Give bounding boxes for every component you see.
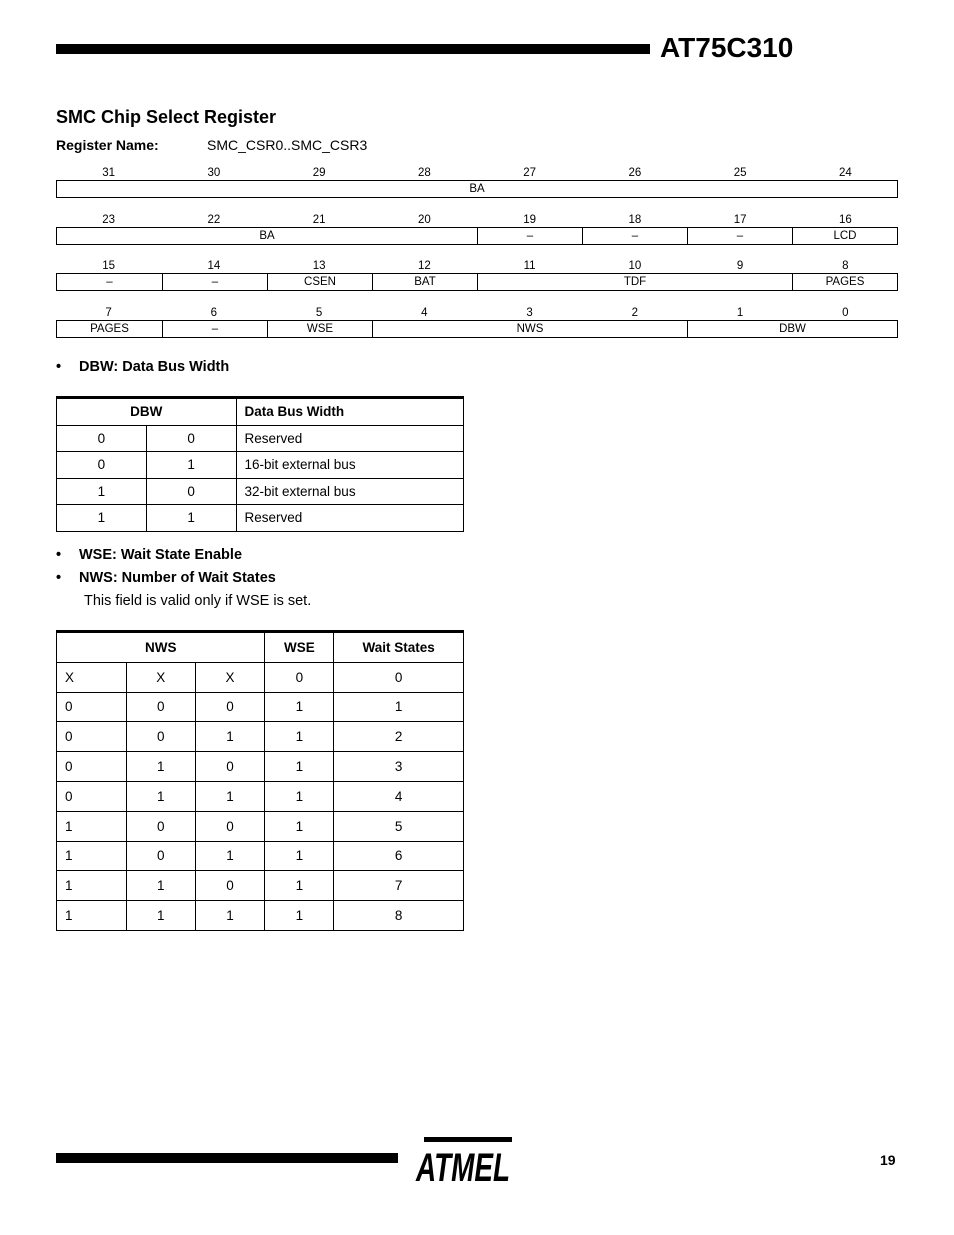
bit-number: 6 [210,307,218,319]
field-row [56,320,898,338]
table-cell: 1 [57,841,127,871]
nws-header: NWS [57,632,265,663]
bit-number: 20 [417,214,431,226]
bit-number: 12 [417,260,431,272]
table-cell: 1 [57,871,127,901]
bit-number: 18 [628,214,642,226]
data-bus-width-header: Data Bus Width [236,398,464,426]
register-field: PAGES [792,274,897,290]
bit-number: 0 [842,307,849,319]
table-cell: 0 [57,425,147,452]
table-cell: 1 [57,811,127,841]
register-field: NWS [372,321,687,337]
bit-number: 4 [421,307,428,319]
register-field: – [582,228,687,244]
bit-number: 28 [417,167,431,179]
nws-table [56,630,464,931]
bit-number: 7 [105,307,112,319]
table-cell: 1 [195,781,265,811]
register-field: – [106,276,113,288]
table-cell: 0 [126,811,195,841]
table-cell: 1 [265,692,334,722]
atmel-logo [414,1137,512,1190]
table-row [57,722,464,752]
table-row [57,425,464,452]
table-cell: 1 [126,901,195,931]
table-cell: 1 [265,841,334,871]
register-row [56,259,898,288]
bit-number: 1 [736,307,744,319]
bit-number: 17 [733,214,747,226]
table-cell: 1 [57,505,147,532]
bit-number: 13 [312,260,326,272]
table-cell: 1 [57,478,147,505]
table-cell: 0 [126,722,195,752]
table-cell: 3 [334,752,464,782]
table-cell: 1 [195,841,265,871]
register-row [56,166,898,195]
bit-number: 21 [312,214,326,226]
table-cell: 0 [126,692,195,722]
table-cell: 0 [265,662,334,692]
table-cell: 1 [265,811,334,841]
field-row [56,273,898,291]
bit-number: 31 [102,167,116,179]
table-row [57,811,464,841]
register-field: LCD [792,228,897,244]
register-field: – [477,228,582,244]
table-cell: 1 [265,901,334,931]
bit-number: 9 [736,260,744,272]
table-row [57,752,464,782]
wait-states-header: Wait States [334,632,464,663]
table-cell: 0 [126,841,195,871]
bit-number: 19 [523,214,537,226]
table-cell: 1 [265,752,334,782]
wse-bullet: • WSE: Wait State Enable [56,547,243,563]
table-cell: 0 [146,478,236,505]
bit-number: 22 [207,214,221,226]
section-title: SMC Chip Select Register [56,107,277,127]
register-field: PAGES [90,323,129,335]
register-row [56,306,898,335]
table-cell: 5 [334,811,464,841]
bit-number: 5 [315,307,323,319]
table-cell: X [126,662,195,692]
bit-number: 25 [733,167,747,179]
bit-number: 27 [523,167,537,179]
table-cell: 16-bit external bus [236,452,464,479]
table-cell: 0 [57,692,127,722]
table-row [57,692,464,722]
table-cell: 1 [146,505,236,532]
register-field: CSEN [267,274,372,290]
register-field: BA [469,183,485,195]
table-cell: 0 [146,425,236,452]
bit-number: 26 [628,167,642,179]
table-cell: 1 [265,781,334,811]
bit-number: 30 [207,167,221,179]
table-cell: 0 [57,752,127,782]
table-row [57,841,464,871]
table-cell: 6 [334,841,464,871]
dbw-bullet: • DBW: Data Bus Width [56,359,230,375]
table-cell: 1 [265,722,334,752]
table-row [57,662,464,692]
table-cell: Reserved [236,505,464,532]
table-cell: 0 [57,722,127,752]
table-cell: 0 [57,452,147,479]
wse-bullet-text: WSE: Wait State Enable [79,547,243,563]
table-cell: X [195,662,265,692]
register-field: BA [259,230,275,242]
table-cell: 1 [334,692,464,722]
table-cell: 1 [57,901,127,931]
register-name-value: SMC_CSR0..SMC_CSR3 [207,137,368,153]
nws-note: This field is valid only if WSE is set. [84,593,312,609]
register-field: BAT [372,274,477,290]
register-field: TDF [477,274,792,290]
table-cell: 0 [334,662,464,692]
nws-bullet: • NWS: Number of Wait States [56,570,276,586]
bit-number: 3 [526,307,533,319]
table-cell: 1 [195,901,265,931]
table-cell: 0 [195,752,265,782]
wse-header: WSE [265,632,334,663]
bit-number: 15 [102,260,116,272]
field-row [56,180,898,198]
page-number: 19 [880,1152,896,1168]
table-cell: Reserved [236,425,464,452]
register-field: – [687,228,792,244]
bit-number: 29 [312,167,326,179]
table-cell: 1 [126,871,195,901]
bit-number: 10 [628,260,642,272]
table-cell: X [57,662,127,692]
bit-number: 8 [842,260,849,272]
bit-number: 2 [631,307,639,319]
svg-text:ATMEL: ATMEL [415,1146,510,1190]
register-name-label: Register Name: [56,137,159,153]
register-field: WSE [267,321,372,337]
table-cell: 0 [195,871,265,901]
header-rule [56,44,650,54]
footer-rule [56,1153,398,1163]
table-cell: 7 [334,871,464,901]
register-field: – [162,274,267,290]
bit-number: 24 [838,167,852,179]
register-row [56,213,898,242]
register-field: – [162,321,267,337]
bit-number: 11 [523,260,536,272]
table-cell: 32-bit external bus [236,478,464,505]
table-row [57,505,464,532]
table-row [57,452,464,479]
table-cell: 0 [195,692,265,722]
document-title: AT75C310 [660,32,794,63]
table-cell: 8 [334,901,464,931]
table-cell: 1 [126,781,195,811]
nws-bullet-text: NWS: Number of Wait States [79,570,276,586]
table-cell: 1 [126,752,195,782]
field-row [56,227,898,245]
table-row [57,871,464,901]
table-row [57,901,464,931]
table-cell: 4 [334,781,464,811]
bit-number: 16 [838,214,852,226]
bit-number: 23 [102,214,116,226]
register-field: DBW [687,321,897,337]
dbw-header: DBW [57,398,237,426]
table-row [57,478,464,505]
table-cell: 1 [195,722,265,752]
table-cell: 1 [265,871,334,901]
dbw-bullet-text: DBW: Data Bus Width [79,359,230,375]
bit-number: 14 [207,260,221,272]
table-row [57,781,464,811]
table-cell: 0 [195,811,265,841]
dbw-table [56,396,464,532]
table-cell: 2 [334,722,464,752]
table-cell: 1 [146,452,236,479]
table-cell: 0 [57,781,127,811]
